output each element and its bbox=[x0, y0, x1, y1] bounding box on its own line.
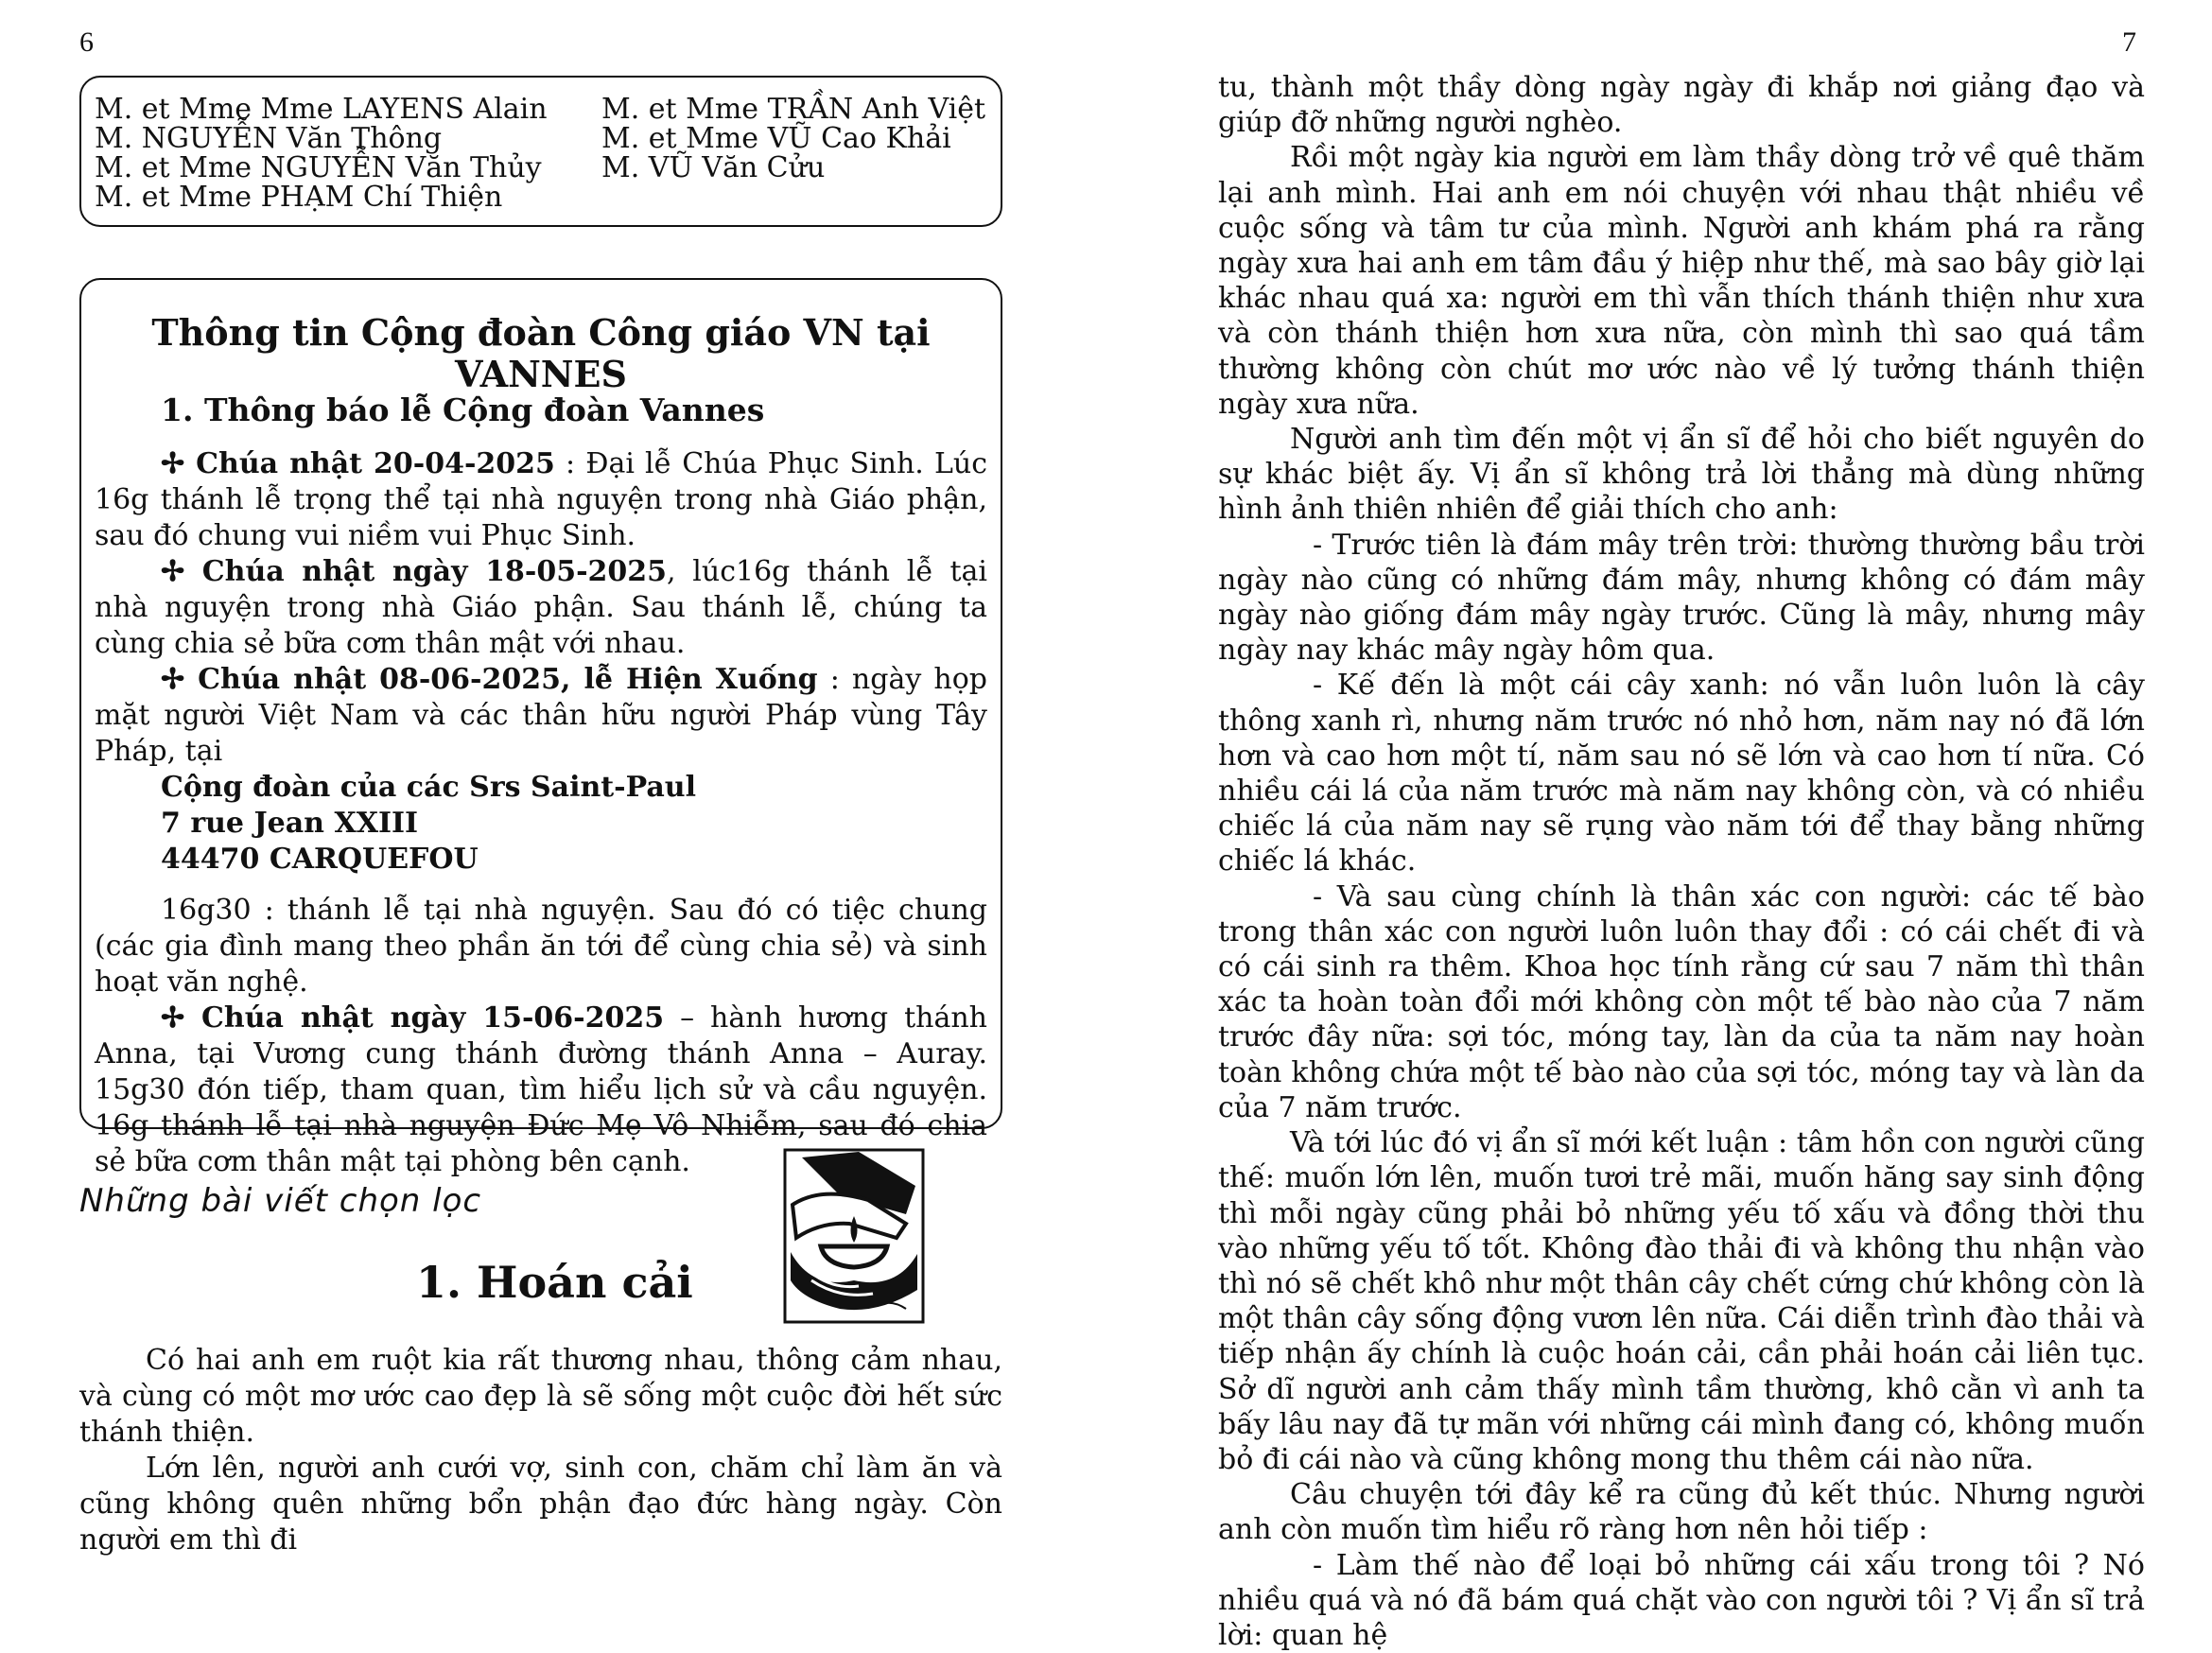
mass-notice-1 bbox=[95, 446, 987, 554]
article-paragraph: Có hai anh em ruột kia rất thương nhau, thông cảm nhau, và cùng có một mơ ước cao đẹp là sẽ sống một cuộc đời hết sức thánh thiện. bbox=[79, 1344, 1002, 1449]
donor-name: M. VŨ Văn Cửu bbox=[601, 151, 826, 184]
article-paragraph: Rồi một ngày kia người em làm thầy dòng trở về quê thăm lại anh mình. Hai anh em nói chuyện với nhau thật nhiều về cuộc sống và tâm tư của mình. Người anh khám phá ra rằng ngày xưa hai anh em tâm đầu ý hiệp như thế, mà sao bây giờ lại khác nhau quá xa: người em thì vẫn thích thánh thiện như xưa và còn thánh thiện hơn xưa nữa, còn mình thì sao quá tầm thường không còn chút mơ ước nào về lý tưởng thánh thiện ngày xưa nữa. bbox=[1218, 141, 2145, 421]
mass-text-3: : ngày họp mặt người Việt Nam và các thân hữu người Pháp vùng Tây Pháp, tại bbox=[95, 663, 987, 768]
community-info-box bbox=[79, 278, 1002, 1178]
donor-name: M. et Mme TRẦN Anh Việt bbox=[601, 93, 986, 126]
donor-name: M. et Mme PHẠM Chí Thiện bbox=[95, 181, 503, 214]
donor-name: M. et Mme Mme LAYENS Alain bbox=[95, 93, 548, 126]
mass-date-3: ✢ Chúa nhật 08-06-2025, lễ Hiện Xuống bbox=[161, 663, 818, 696]
donor-names-right-column bbox=[601, 95, 985, 183]
address-line: Cộng đoàn của các Srs Saint-Paul bbox=[161, 771, 697, 804]
article-paragraph: - Và sau cùng chính là thân xác con người: các tế bào trong thân xác con người luôn luôn thay đổi : có cái chết đi và có cái sinh ra thêm. Khoa học tính rằng cứ sau 7 năm thì thân xác ta hoàn toàn đổi mới không còn một tế bào nào của 7 năm trước đây nữa: sợi tóc, móng tay, làn da của ta năm nay hoàn toàn không chứa một tế bào nào của sợi tóc, móng tay và làn da của 7 năm trước. bbox=[1218, 879, 2145, 1124]
mass-notice-2 bbox=[95, 554, 987, 662]
donor-names-left-column bbox=[95, 95, 548, 212]
donor-name: M. NGUYỄN Văn Thông bbox=[95, 122, 443, 155]
article-paragraph: Và tới lúc đó vị ẩn sĩ mới kết luận : tâm hồn con người cũng thế: muốn lớn lên, muốn tươi trẻ mãi, muốn hăng say sinh động thì mỗi ngày cũng phải bỏ những yếu tố xấu và đồng thời thu vào những yếu tố tốt. Không đào thải đi và không thu nhận vào thì nó sẽ chết khô như một thân cây chết cứng chứ không còn là một thân cây sống động vươn lên nữa. Cái diễn trình đào thải và tiếp nhận ấy chính là cuộc hoán cải, cần phải hoán cải liên tục. Sở dĩ người anh cảm thấy mình tầm thường, khô cằn vì anh ta bấy lâu nay đã tự mãn với những cái mình đang có, không muốn bỏ đi cái nào và cũng không mong thu thêm cái nào nữa. bbox=[1218, 1126, 2145, 1476]
section-title: Những bài viết chọn lọc bbox=[79, 1182, 482, 1220]
mass-text-2: , lúc16g thánh lễ tại nhà nguyện trong nhà Giáo phận. Sau thánh lễ, chúng ta cùng chia sẻ bữa cơm thân mật với nhau. bbox=[95, 555, 987, 660]
hands-holding-oil-lamp-icon bbox=[783, 1148, 925, 1324]
address-line: 7 rue Jean XXIII bbox=[161, 807, 419, 840]
donor-name: M. et Mme VŨ Cao Khải bbox=[601, 122, 951, 155]
mass-text-4: – hành hương thánh Anna, tại Vương cung thánh đường thánh Anna – Auray. 15g30 đón tiếp, tham quan, tìm hiểu lịch sử và cầu nguyện. 16g thánh lễ tại nhà nguyện Đức Mẹ Vô Nhiễm, sau đó chia sẻ bữa cơm thân mật tại phòng bên cạnh. bbox=[95, 1001, 987, 1178]
info-title: Thông tin Cộng đoàn Công giáo VN tại VANNES bbox=[151, 311, 931, 395]
article-left-column bbox=[79, 1343, 1002, 1558]
page-number-left: 6 bbox=[79, 26, 94, 58]
article-title: 1. Hoán cải bbox=[416, 1257, 693, 1308]
article-paragraph: - Làm thế nào để loại bỏ những cái xấu trong tôi ? Nó nhiều quá và nó đã bám quá chặt vào con người tôi ? Vị ẩn sĩ trả lời: quan hệ bbox=[1218, 1548, 2145, 1652]
article-right-column bbox=[1218, 70, 2145, 1653]
info-body bbox=[95, 446, 987, 1180]
address-block bbox=[95, 770, 987, 878]
mass-date-1: ✢ Chúa nhật 20-04-2025 bbox=[161, 447, 555, 480]
info-subtitle: 1. Thông báo lễ Cộng đoàn Vannes bbox=[161, 392, 765, 428]
article-paragraph: Người anh tìm đến một vị ẩn sĩ để hỏi cho biết nguyên do sự khác biệt ấy. Vị ẩn sĩ không trả lời thẳng mà dùng những hình ảnh thiên nhiên để giải thích cho anh: bbox=[1218, 423, 2145, 527]
page-number-right: 7 bbox=[2122, 26, 2136, 58]
article-paragraph: Câu chuyện tới đây kể ra cũng đủ kết thúc. Nhưng người anh còn muốn tìm hiểu rõ ràng hơn nên hỏi tiếp : bbox=[1218, 1478, 2145, 1547]
donor-names-box bbox=[79, 76, 1002, 227]
mass-text-1: : Đại lễ Chúa Phục Sinh. Lúc 16g thánh lễ trọng thể tại nhà nguyện trong nhà Giáo phận, sau đó chung vui niềm vui Phục Sinh. bbox=[95, 447, 987, 552]
article-paragraph: Lớn lên, người anh cưới vợ, sinh con, chăm chỉ làm ăn và cũng không quên những bổn phận đạo đức hàng ngày. Còn người em thì đi bbox=[79, 1452, 1002, 1557]
mass-notice-3-details: 16g30 : thánh lễ tại nhà nguyện. Sau đó có tiệc chung (các gia đình mang theo phần ăn tới để cùng chia sẻ) và sinh hoạt văn nghệ. bbox=[95, 894, 987, 999]
mass-notice-3 bbox=[95, 662, 987, 770]
article-paragraph: - Trước tiên là đám mây trên trời: thường thường bầu trời ngày nào cũng có những đám mây, nhưng không có đám mây ngày nào giống đám mây ngày trước. Cũng là mây, nhưng mây ngày nay khác mây ngày hôm qua. bbox=[1218, 528, 2145, 668]
mass-date-4: ✢ Chúa nhật ngày 15-06-2025 bbox=[161, 1001, 665, 1035]
donor-name: M. et Mme NGUYỄN Văn Thủy bbox=[95, 151, 542, 184]
article-paragraph: - Kế đến là một cái cây xanh: nó vẫn luôn luôn là cây thông xanh rì, nhưng năm trước nó nhỏ hơn, năm nay nó đã lớn hơn và cao hơn một tí, năm sau nó sẽ lớn và cao hơn tí nữa. Có nhiều cái lá của năm trước mà năm nay không còn, và có nhiều chiếc lá của năm nay sẽ rụng vào năm tới để thay bằng những chiếc lá khác. bbox=[1218, 669, 2145, 879]
article-paragraph: tu, thành một thầy dòng ngày ngày đi khắp nơi giảng đạo và giúp đỡ những người nghèo. bbox=[1218, 71, 2145, 140]
mass-date-2: ✢ Chúa nhật ngày 18-05-2025 bbox=[161, 555, 668, 588]
address-line: 44470 CARQUEFOU bbox=[161, 843, 479, 876]
